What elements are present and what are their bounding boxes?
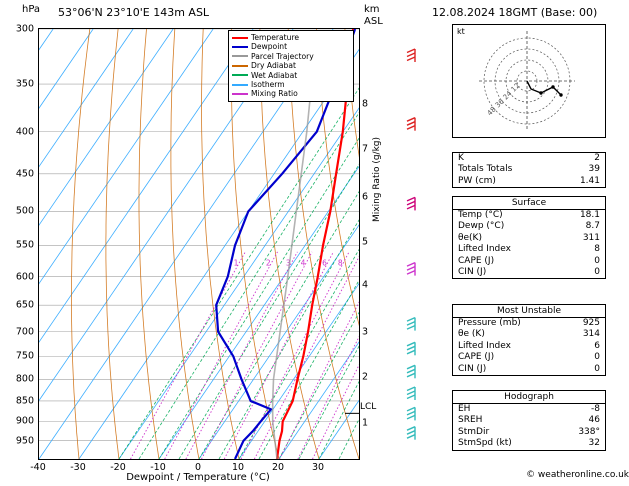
- pressure-tick: 600: [15, 271, 34, 283]
- height-axis-unit: km: [364, 4, 380, 15]
- table-value: 2: [594, 153, 600, 163]
- table-value: 0: [594, 267, 600, 278]
- table-row: [453, 341, 605, 352]
- pressure-tick: 950: [15, 435, 34, 447]
- pressure-axis-unit: hPa: [22, 4, 41, 15]
- pressure-tick: 400: [15, 126, 34, 138]
- height-tick: 8: [362, 98, 369, 110]
- svg-text:1: 1: [233, 258, 239, 268]
- table-key: Lifted Index: [458, 340, 511, 351]
- svg-text:48: 48: [485, 105, 498, 118]
- table-value: 0: [594, 255, 600, 266]
- pressure-tick: 450: [15, 168, 34, 180]
- legend-label: Wet Adiabat: [251, 70, 298, 80]
- table-header: Hodograph: [453, 391, 605, 404]
- table-key: K: [458, 153, 464, 163]
- legend-swatch: [232, 37, 248, 39]
- height-tick: 4: [362, 279, 369, 291]
- pressure-tick: 350: [15, 78, 34, 90]
- temperature-tick: 30: [311, 462, 325, 473]
- table-value: 1.41: [579, 175, 600, 186]
- table-key: Totals Totals: [458, 164, 513, 175]
- legend-swatch: [232, 65, 248, 67]
- table-value: 8.7: [585, 221, 600, 232]
- table-key: Lifted Index: [458, 244, 511, 255]
- table-value: 6: [594, 340, 600, 351]
- temperature-tick: 0: [194, 462, 202, 473]
- legend-item: [232, 33, 350, 42]
- svg-text:24: 24: [501, 89, 514, 102]
- table-row: [453, 364, 605, 375]
- table-row: [453, 221, 605, 232]
- svg-text:8: 8: [337, 258, 343, 268]
- pressure-tick: 850: [15, 395, 34, 407]
- height-axis-asl: ASL: [364, 16, 383, 27]
- table-value: -8: [591, 404, 600, 414]
- temperature-tick: -30: [70, 462, 86, 473]
- table-row: [453, 352, 605, 363]
- indices-table: [452, 152, 606, 188]
- legend-swatch: [232, 74, 248, 76]
- table-row: [453, 153, 605, 164]
- temperature-tick: -10: [150, 462, 166, 473]
- table-row: [453, 267, 605, 278]
- svg-text:12: 12: [509, 81, 522, 94]
- table-key: EH: [458, 404, 471, 414]
- temperature-tick: 10: [231, 462, 245, 473]
- pressure-axis-labels: [0, 23, 36, 458]
- pressure-tick: 800: [15, 373, 34, 385]
- pressure-tick: 550: [15, 239, 34, 251]
- table-row: [453, 256, 605, 267]
- table-value: 338°: [578, 426, 600, 437]
- mixing-ratio-axis-label: Mixing Ratio (g/kg): [372, 136, 382, 222]
- legend-swatch: [232, 84, 248, 86]
- height-tick: 5: [362, 236, 369, 248]
- most-unstable-table: [452, 304, 606, 376]
- table-value: 0: [594, 352, 600, 363]
- legend-label: Dewpoint: [251, 42, 288, 52]
- temperature-tick: -20: [110, 462, 126, 473]
- table-row: [453, 176, 605, 187]
- height-tick: 3: [362, 326, 369, 338]
- height-tick: 7: [362, 143, 369, 155]
- legend-item: [232, 71, 350, 80]
- table-row: [453, 415, 605, 426]
- copyright-text: © weatheronline.co.uk: [526, 470, 629, 480]
- legend-label: Temperature: [251, 33, 300, 42]
- height-tick: 2: [362, 371, 369, 383]
- table-key: CIN (J): [458, 363, 487, 374]
- lcl-label: LCL: [360, 402, 377, 412]
- table-value: 925: [582, 318, 600, 328]
- legend-item: [232, 80, 350, 89]
- table-key: PW (cm): [458, 175, 496, 186]
- table-key: CAPE (J): [458, 352, 495, 363]
- table-header: Surface: [453, 197, 605, 210]
- hodograph-table: [452, 390, 606, 451]
- table-key: Dewp (°C): [458, 221, 505, 232]
- table-header: Most Unstable: [453, 305, 605, 318]
- legend-item: [232, 61, 350, 70]
- table-key: SREH: [458, 415, 483, 426]
- table-row: [453, 438, 605, 449]
- table-row: [453, 210, 605, 221]
- legend-label: Mixing Ratio: [251, 89, 298, 99]
- table-key: θe(K): [458, 232, 482, 243]
- svg-text:3: 3: [285, 258, 291, 268]
- hodograph-plot: [452, 24, 606, 138]
- temperature-tick: 20: [271, 462, 285, 473]
- table-row: [453, 233, 605, 244]
- height-tick: 6: [362, 191, 369, 203]
- svg-text:4: 4: [300, 258, 306, 268]
- run-title: 12.08.2024 18GMT (Base: 00): [432, 6, 598, 19]
- hodograph-unit-label: kt: [457, 27, 465, 36]
- height-tick: 1: [362, 417, 369, 429]
- legend-swatch: [232, 93, 248, 95]
- table-value: 32: [588, 438, 600, 449]
- legend-swatch: [232, 46, 248, 48]
- table-key: StmSpd (kt): [458, 438, 512, 449]
- table-row: [453, 427, 605, 438]
- table-value: 314: [582, 329, 600, 340]
- pressure-tick: 300: [15, 23, 34, 35]
- pressure-tick: 650: [15, 299, 34, 311]
- surface-table: [452, 196, 606, 279]
- station-title: 53°06'N 23°10'E 143m ASL: [58, 6, 210, 19]
- table-value: 311: [582, 232, 600, 243]
- table-key: StmDir: [458, 426, 490, 437]
- temperature-tick: -40: [30, 462, 46, 473]
- pressure-tick: 500: [15, 205, 34, 217]
- right-panel: [430, 0, 629, 486]
- legend-item: [232, 42, 350, 51]
- wind-barb-column: [404, 28, 426, 458]
- pressure-tick: 700: [15, 326, 34, 338]
- svg-text:6: 6: [322, 258, 327, 268]
- table-value: 8: [594, 244, 600, 255]
- table-key: Temp (°C): [458, 210, 503, 220]
- table-value: 39: [588, 164, 600, 175]
- x-axis-title: Dewpoint / Temperature (°C): [126, 472, 270, 483]
- legend-item: [232, 89, 350, 98]
- legend-swatch: [232, 55, 248, 57]
- table-key: CAPE (J): [458, 255, 495, 266]
- table-key: CIN (J): [458, 267, 487, 278]
- table-row: [453, 244, 605, 255]
- legend-label: Isotherm: [251, 79, 285, 89]
- pressure-tick: 900: [15, 415, 34, 427]
- chart-legend: [228, 30, 354, 102]
- height-axis-labels: [358, 28, 400, 458]
- table-key: Pressure (mb): [458, 318, 521, 328]
- table-row: [453, 329, 605, 340]
- legend-item: [232, 52, 350, 61]
- wind-barb-svg: [404, 28, 426, 458]
- hodograph-svg: [453, 25, 603, 135]
- pressure-tick: 750: [15, 350, 34, 362]
- table-row: [453, 318, 605, 329]
- svg-text:36: 36: [493, 97, 506, 110]
- table-value: 18.1: [579, 210, 600, 220]
- table-row: [453, 164, 605, 175]
- table-row: [453, 404, 605, 415]
- legend-label: Parcel Trajectory: [251, 51, 314, 61]
- svg-text:2: 2: [265, 258, 271, 268]
- table-value: 46: [588, 415, 600, 426]
- table-key: θe (K): [458, 329, 485, 340]
- legend-label: Dry Adiabat: [251, 61, 296, 71]
- table-value: 0: [594, 363, 600, 374]
